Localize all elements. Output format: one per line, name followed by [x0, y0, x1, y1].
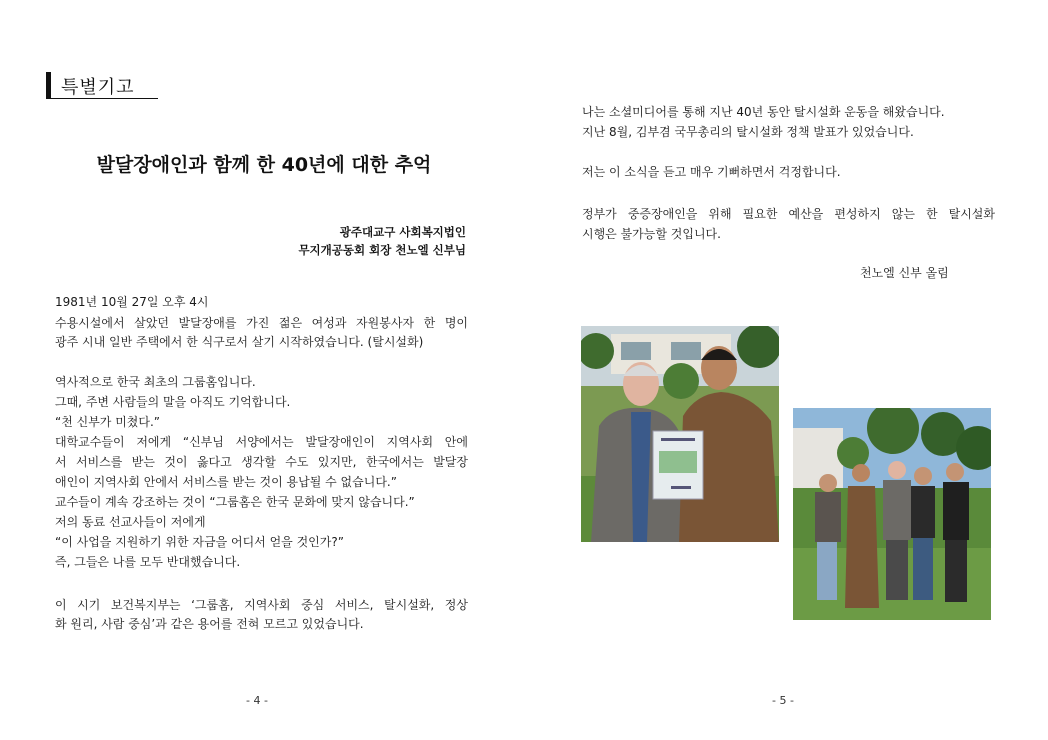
body-line: 저는 이 소식을 듣고 매우 기뻐하면서 걱정합니다. — [582, 165, 841, 179]
body-line: 화 원리, 사람 중심’과 같은 용어를 전혀 모르고 있었습니다. — [55, 617, 364, 631]
body-line: 이 시기 보건복지부는 ‘그룹홈, 지역사회 중심 서비스, 탈시설화, 정상 — [55, 598, 468, 612]
author-name: 무지개공동회 회장 천노엘 신부님 — [298, 243, 466, 257]
body-line: 나는 소셜미디어를 통해 지난 40년 동안 탈시설화 운동을 해왔습니다. — [582, 105, 945, 119]
body-line: “천 신부가 미쳤다.” — [55, 415, 161, 429]
signature: 천노엘 신부 올림 — [860, 266, 949, 280]
body-line: 저의 동료 선교사들이 저에게 — [55, 515, 206, 529]
body-line: 대학교수들이 저에게 “신부님 서양에서는 발달장애인이 지역사회 안에 — [55, 435, 468, 449]
section-tag — [46, 72, 158, 99]
photo-two-men-with-book — [581, 326, 779, 542]
body-line: 1981년 10월 27일 오후 4시 — [55, 295, 209, 309]
body-line: 정부가 중증장애인을 위해 필요한 예산을 편성하지 않는 한 탈시설화 — [582, 207, 995, 221]
body-line: 그때, 주변 사람들의 말을 아직도 기억합니다. — [55, 395, 291, 409]
body-line: 광주 시내 일반 주택에서 한 식구로서 살기 시작하였습니다. (탈시설화) — [55, 335, 424, 349]
page-number-right: - 5 - — [772, 694, 794, 707]
body-line: 역사적으로 한국 최초의 그룹홈입니다. — [55, 375, 256, 389]
body-line: 지난 8월, 김부겸 국무총리의 탈시설화 정책 발표가 있었습니다. — [582, 125, 914, 139]
photo-group-of-six — [793, 408, 991, 620]
section-label: 특별기고 — [61, 77, 135, 98]
body-line: 애인이 지역사회 안에서 서비스를 받는 것이 용납될 수 없습니다.” — [55, 475, 397, 489]
article-title: 발달장애인과 함께 한 40년에 대한 추억 — [96, 154, 432, 176]
body-line: 시행은 불가능할 것입니다. — [582, 227, 721, 241]
body-line: 수용시설에서 살았던 발달장애를 가진 젊은 여성과 자원봉사자 한 명이 — [55, 316, 468, 330]
author-organization: 광주대교구 사회복지법인 — [339, 225, 466, 239]
body-line: 즉, 그들은 나를 모두 반대했습니다. — [55, 555, 241, 569]
body-line: “이 사업을 지원하기 위한 자금을 어디서 얻을 것인가?” — [55, 535, 344, 549]
body-line: 서 서비스를 받는 것이 옳다고 생각할 수도 있지만, 한국에서는 발달장 — [55, 455, 468, 469]
page-number-left: - 4 - — [246, 694, 268, 707]
body-line: 교수들이 계속 강조하는 것이 “그룹홈은 한국 문화에 맞지 않습니다.” — [55, 495, 415, 509]
